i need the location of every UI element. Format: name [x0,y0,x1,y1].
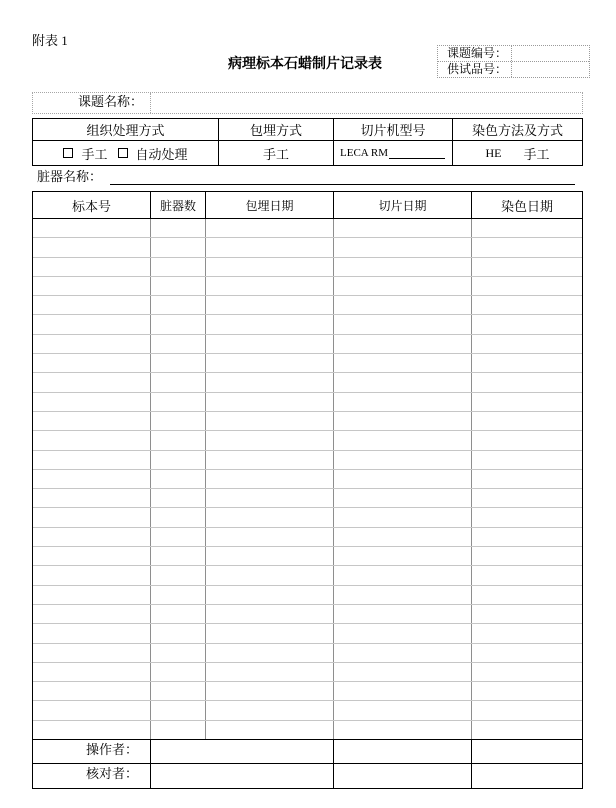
cell-specimen-no[interactable] [33,508,151,526]
checker-label: 核对者： [33,764,151,788]
cell-organ-count[interactable] [151,219,206,237]
organ-name-label: 脏器名称： [37,170,103,185]
cell-sectioning-date[interactable] [334,528,472,546]
cell-embedding-date[interactable] [206,393,334,411]
cell-sectioning-date[interactable] [334,277,472,295]
table-row [33,470,582,489]
cell-specimen-no[interactable] [33,566,151,584]
cell-staining-date[interactable] [472,315,582,333]
cell-staining-date[interactable] [472,258,582,276]
operator-label: 操作者： [33,740,151,763]
cell-staining-date[interactable] [472,701,582,719]
cell-organ-count[interactable] [151,393,206,411]
table-row [33,393,582,412]
cell-embedding-date[interactable] [206,451,334,469]
cell-specimen-no[interactable] [33,721,151,739]
cell-organ-count[interactable] [151,373,206,391]
cell-organ-count[interactable] [151,624,206,642]
cell-embedding-date[interactable] [206,354,334,372]
cell-embedding-date[interactable] [206,721,334,739]
cell-sectioning-date[interactable] [334,547,472,565]
record-table-header [33,192,582,219]
embedding-value: 手工 [219,141,334,165]
cell-organ-count[interactable] [151,586,206,604]
cell-organ-count[interactable] [151,412,206,430]
cell-sectioning-date[interactable] [334,219,472,237]
table-row [33,644,582,663]
cell-organ-count[interactable] [151,277,206,295]
cell-specimen-no[interactable] [33,644,151,662]
table-row [33,566,582,585]
cell-embedding-date[interactable] [206,547,334,565]
cell-embedding-date[interactable] [206,489,334,507]
cell-embedding-date[interactable] [206,373,334,391]
cell-embedding-date[interactable] [206,508,334,526]
cell-specimen-no[interactable] [33,296,151,314]
table-row [33,682,582,701]
cell-sectioning-date[interactable] [334,412,472,430]
cell-sectioning-date[interactable] [334,682,472,700]
cell-sectioning-date[interactable] [334,701,472,719]
cell-sectioning-date[interactable] [334,624,472,642]
sample-no-label: 供试品号： [438,62,512,77]
cell-organ-count[interactable] [151,451,206,469]
project-name-row [32,92,583,114]
microtome-prefix: LECA RM [340,147,388,159]
table-row [33,277,582,296]
cell-embedding-date[interactable] [206,528,334,546]
microtome-model-field[interactable] [389,148,445,159]
cell-embedding-date[interactable] [206,431,334,449]
cell-staining-date[interactable] [472,624,582,642]
header-embedding: 包埋方式 [219,119,334,140]
method-table-values [33,141,582,165]
method-table [32,118,583,166]
cell-staining-date[interactable] [472,528,582,546]
automatic-option-label: 自动处理 [135,147,188,163]
id-box [437,45,590,78]
project-no-label: 课题编号： [438,46,512,61]
cell-specimen-no[interactable] [33,277,151,295]
cell-staining-date[interactable] [472,354,582,372]
table-row [33,373,582,392]
cell-staining-date[interactable] [472,238,582,256]
table-row [33,547,582,566]
cell-embedding-date[interactable] [206,470,334,488]
operator-row [33,740,582,764]
staining-method: HE [485,145,502,160]
microtome-cell [334,141,453,165]
table-row [33,489,582,508]
cell-organ-count[interactable] [151,238,206,256]
cell-sectioning-date[interactable] [334,373,472,391]
sign-off-section [33,740,582,788]
record-table-body [33,219,582,740]
cell-staining-date[interactable] [472,508,582,526]
cell-organ-count[interactable] [151,682,206,700]
checker-field[interactable] [472,764,582,788]
cell-organ-count[interactable] [151,335,206,353]
checker-row [33,764,582,788]
cell-sectioning-date[interactable] [334,451,472,469]
cell-staining-date[interactable] [472,277,582,295]
cell-sectioning-date[interactable] [334,470,472,488]
cell-embedding-date[interactable] [206,605,334,623]
staining-cell [453,141,582,165]
cell-sectioning-date[interactable] [334,335,472,353]
cell-staining-date[interactable] [472,547,582,565]
cell-organ-count[interactable] [151,605,206,623]
project-no-row [438,46,589,61]
cell-embedding-date[interactable] [206,335,334,353]
project-name-field[interactable] [151,93,582,113]
cell-organ-count[interactable] [151,258,206,276]
cell-organ-count[interactable] [151,431,206,449]
header-staining: 染色方法及方式 [471,124,563,139]
table-row [33,412,582,431]
cell-staining-date[interactable] [472,470,582,488]
cell-specimen-no[interactable] [33,393,151,411]
cell-embedding-date[interactable] [206,219,334,237]
method-table-header [33,119,582,141]
cell-organ-count[interactable] [151,701,206,719]
sample-no-field[interactable] [512,62,589,77]
cell-specimen-no[interactable] [33,315,151,333]
cell-specimen-no[interactable] [33,470,151,488]
table-row [33,663,582,682]
header-tissue-processing: 组织处理方式 [33,119,219,140]
cell-sectioning-date[interactable] [334,566,472,584]
cell-staining-date[interactable] [472,393,582,411]
cell-sectioning-date[interactable] [334,258,472,276]
cell-staining-date[interactable] [472,586,582,604]
cell-organ-count[interactable] [151,354,206,372]
cell-staining-date[interactable] [472,373,582,391]
checker-field[interactable] [334,764,472,788]
cell-staining-date[interactable] [472,219,582,237]
cell-sectioning-date[interactable] [334,315,472,333]
cell-specimen-no[interactable] [33,354,151,372]
manual-checkbox[interactable] [63,148,73,158]
cell-staining-date[interactable] [472,489,582,507]
cell-staining-date[interactable] [472,296,582,314]
cell-specimen-no[interactable] [33,624,151,642]
cell-specimen-no[interactable] [33,586,151,604]
cell-sectioning-date[interactable] [334,489,472,507]
cell-embedding-date[interactable] [206,277,334,295]
cell-sectioning-date[interactable] [334,238,472,256]
cell-staining-date[interactable] [472,451,582,469]
cell-embedding-date[interactable] [206,682,334,700]
cell-sectioning-date[interactable] [334,431,472,449]
cell-embedding-date[interactable] [206,566,334,584]
checker-field[interactable] [151,764,334,788]
cell-organ-count[interactable] [151,566,206,584]
table-row [33,315,582,334]
cell-sectioning-date[interactable] [334,605,472,623]
cell-organ-count[interactable] [151,470,206,488]
cell-embedding-date[interactable] [206,296,334,314]
cell-specimen-no[interactable] [33,219,151,237]
cell-embedding-date[interactable] [206,258,334,276]
cell-specimen-no[interactable] [33,412,151,430]
cell-staining-date[interactable] [472,644,582,662]
table-row [33,431,582,450]
cell-embedding-date[interactable] [206,315,334,333]
cell-sectioning-date[interactable] [334,393,472,411]
cell-sectioning-date[interactable] [334,354,472,372]
cell-organ-count[interactable] [151,296,206,314]
cell-specimen-no[interactable] [33,238,151,256]
cell-staining-date[interactable] [472,605,582,623]
operator-field[interactable] [472,740,582,763]
project-no-field[interactable] [512,46,589,61]
table-row [33,354,582,373]
cell-sectioning-date[interactable] [334,296,472,314]
table-row [33,296,582,315]
cell-organ-count[interactable] [151,528,206,546]
cell-specimen-no[interactable] [33,605,151,623]
operator-field[interactable] [334,740,472,763]
cell-embedding-date[interactable] [206,412,334,430]
table-row [33,721,582,740]
staining-mode: 手工 [523,147,550,163]
header-sectioning-date: 切片日期 [334,192,472,218]
cell-staining-date[interactable] [472,663,582,681]
manual-option-label: 手工 [81,147,108,163]
cell-specimen-no[interactable] [33,547,151,565]
cell-specimen-no[interactable] [33,489,151,507]
cell-staining-date[interactable] [472,566,582,584]
cell-staining-date[interactable] [472,682,582,700]
cell-specimen-no[interactable] [33,373,151,391]
sample-no-row [438,61,589,77]
cell-embedding-date[interactable] [206,238,334,256]
cell-specimen-no[interactable] [33,528,151,546]
cell-organ-count[interactable] [151,547,206,565]
cell-embedding-date[interactable] [206,624,334,642]
cell-specimen-no[interactable] [33,701,151,719]
cell-specimen-no[interactable] [33,451,151,469]
cell-organ-count[interactable] [151,721,206,739]
cell-specimen-no[interactable] [33,335,151,353]
cell-sectioning-date[interactable] [334,644,472,662]
table-row [33,238,582,257]
cell-staining-date[interactable] [472,335,582,353]
table-row [33,335,582,354]
table-row [33,605,582,624]
header-organ-count: 脏器数 [151,192,206,218]
header-staining-date: 染色日期 [500,199,553,215]
table-row [33,451,582,470]
cell-organ-count[interactable] [151,663,206,681]
organ-name-field[interactable] [110,171,575,185]
project-name-label: 课题名称： [33,93,151,113]
table-row [33,219,582,238]
cell-embedding-date[interactable] [206,644,334,662]
header-microtome: 切片机型号 [334,119,453,140]
cell-specimen-no[interactable] [33,682,151,700]
cell-sectioning-date[interactable] [334,663,472,681]
automatic-checkbox[interactable] [118,148,128,158]
cell-organ-count[interactable] [151,508,206,526]
cell-sectioning-date[interactable] [334,508,472,526]
cell-specimen-no[interactable] [33,258,151,276]
operator-field[interactable] [151,740,334,763]
form-title: 病理标本石蜡制片记录表 [228,57,382,72]
table-row [33,701,582,720]
cell-sectioning-date[interactable] [334,586,472,604]
cell-staining-date[interactable] [472,431,582,449]
table-row [33,528,582,547]
cell-staining-date[interactable] [472,721,582,739]
cell-sectioning-date[interactable] [334,721,472,739]
header-specimen-no: 标本号 [33,192,151,218]
table-row [33,624,582,643]
cell-staining-date[interactable] [472,412,582,430]
cell-specimen-no[interactable] [33,663,151,681]
tissue-processing-options [33,141,219,165]
cell-embedding-date[interactable] [206,663,334,681]
table-row [33,586,582,605]
table-row [33,258,582,277]
cell-organ-count[interactable] [151,644,206,662]
cell-organ-count[interactable] [151,489,206,507]
record-table [32,191,583,789]
table-row [33,508,582,527]
header-embedding-date: 包埋日期 [206,192,334,218]
cell-embedding-date[interactable] [206,701,334,719]
cell-specimen-no[interactable] [33,431,151,449]
appendix-label: 附表 1 [32,33,68,48]
cell-organ-count[interactable] [151,315,206,333]
cell-embedding-date[interactable] [206,586,334,604]
